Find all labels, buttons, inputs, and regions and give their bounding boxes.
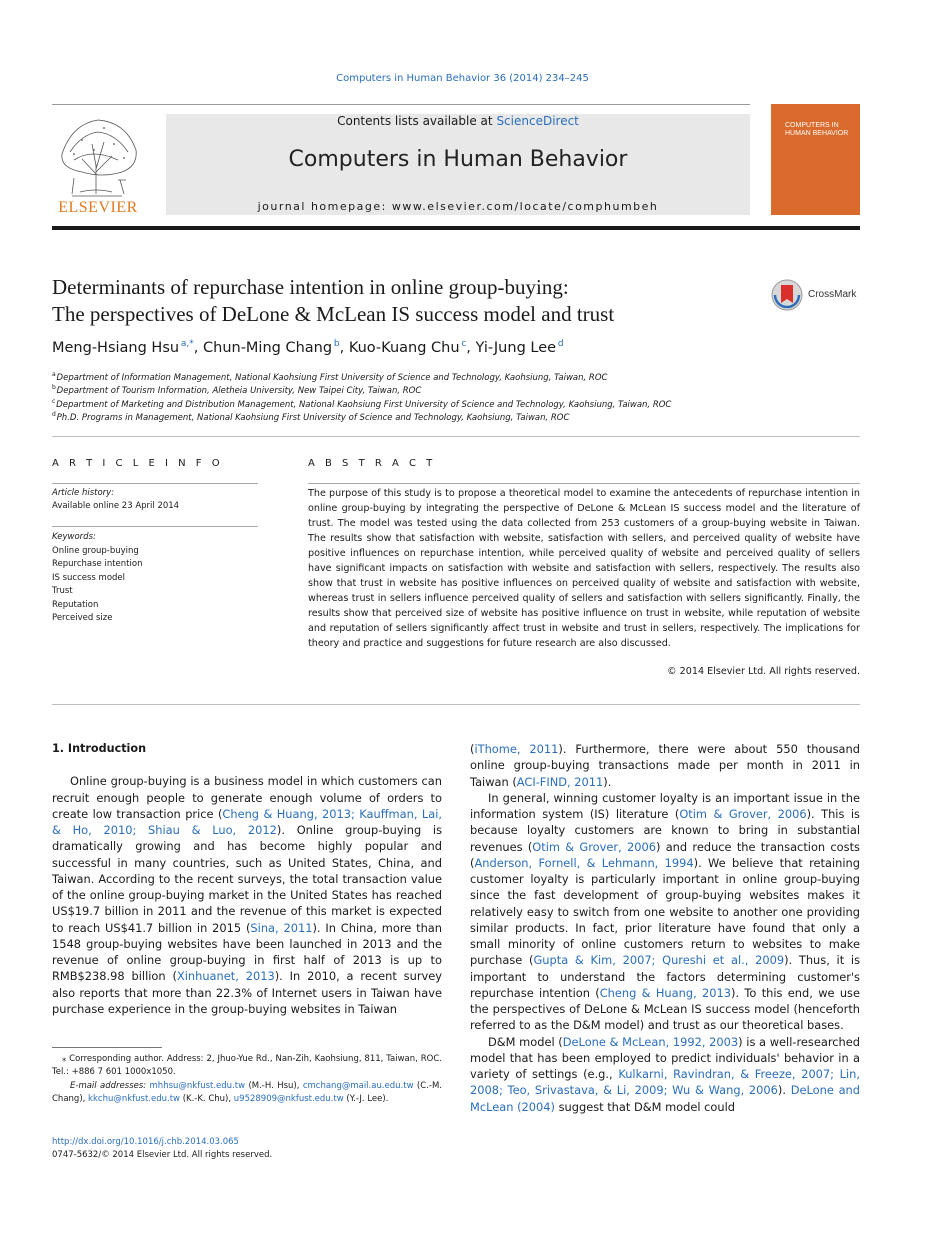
crossmark-icon[interactable] bbox=[771, 279, 805, 311]
intro-paragraph-1-continued bbox=[470, 741, 860, 790]
keywords-list bbox=[52, 545, 142, 625]
intro-paragraph-3 bbox=[470, 1034, 860, 1115]
journal-reference-link[interactable]: Computers in Human Behavior 36 (2014) 234–245 bbox=[336, 73, 589, 84]
author-separator: , bbox=[193, 339, 203, 356]
paragraph-text: ). To this end, we use the perspectives of DeLone & McLean IS success model (henceforth referred to as the D&M model) and trust as our theoretical bases. bbox=[470, 985, 860, 1033]
email-addresses bbox=[52, 1080, 442, 1107]
keyword-item: IS success model bbox=[52, 572, 126, 583]
paragraph-text: In general, winning customer loyalty is an important issue in the information system (IS) literature ( bbox=[470, 790, 860, 821]
author-list bbox=[52, 339, 564, 356]
paragraph-text: D&M model ( bbox=[488, 1034, 563, 1049]
body-left-column bbox=[52, 741, 442, 1017]
email-owner: (Y.-J. Lee). bbox=[343, 1094, 389, 1105]
citation-link[interactable]: DeLone & McLean, 1992, 2003 bbox=[562, 1034, 739, 1049]
citation-link[interactable]: iThome, 2011 bbox=[474, 742, 559, 756]
citation-link[interactable]: Otim & Grover, 2006 bbox=[679, 807, 807, 821]
citation-link[interactable]: Xinhuanet, 2013 bbox=[176, 969, 275, 984]
paragraph-text: ) and reduce the transaction costs ( bbox=[470, 839, 860, 870]
title-rule bbox=[52, 436, 860, 437]
article-history-label: Article history: bbox=[52, 488, 115, 498]
abstract-copyright: © 2014 Elsevier Ltd. All rights reserved. bbox=[666, 666, 860, 677]
intro-paragraph-2 bbox=[470, 790, 860, 1034]
crossmark-label[interactable]: CrossMark bbox=[808, 289, 857, 300]
email-link[interactable]: mhhsu@nkfust.edu.tw bbox=[149, 1080, 246, 1091]
citation-link[interactable]: Sina, 2011 bbox=[250, 920, 313, 935]
article-history-value: Available online 23 April 2014 bbox=[52, 501, 180, 511]
keyword-item: Repurchase intention bbox=[52, 559, 143, 570]
cover-title-line2: HUMAN BEHAVIOR bbox=[785, 130, 849, 137]
paragraph-text: ). In China, more than 1548 group-buying websites have been launched in 2013 and the revenue of online group-buying in first half of 2013 is up to RMB$238.98 billion ( bbox=[52, 920, 442, 984]
footnote-rule bbox=[52, 1047, 162, 1048]
email-owner: (C.-M. Chang), bbox=[52, 1080, 442, 1105]
paper-title-line1: Determinants of repurchase intention in online group-buying: bbox=[52, 275, 569, 299]
contents-line bbox=[166, 114, 750, 128]
journal-cover-thumbnail[interactable] bbox=[771, 104, 860, 215]
email-link[interactable]: cmchang@mail.au.edu.tw bbox=[302, 1080, 414, 1091]
paragraph-text: ( bbox=[470, 742, 475, 756]
abstract-bottom-rule bbox=[52, 704, 860, 705]
email-owner: (K.-K. Chu), bbox=[180, 1094, 234, 1105]
abstract-heading: A B S T R A C T bbox=[308, 458, 436, 469]
keywords-label: Keywords: bbox=[52, 532, 96, 542]
journal-title: Computers in Human Behavior bbox=[288, 147, 628, 172]
paragraph-text: ). Online group-buying is dramatically growing and has become highly popular and successful in many countries, such as United States, China, and Taiwan. According to the recent surveys, the total transaction value of the online group-buying market in the United States has reached US$19.7 billion in 2011 and the revenue of this market is expected to reach US$41.7 billion in 2015 ( bbox=[52, 823, 443, 935]
paragraph-text: suggest that D&M model could bbox=[554, 1099, 736, 1114]
author-separator: , bbox=[466, 339, 476, 356]
issn-line: 0747-5632/© 2014 Elsevier Ltd. All rights reserved. bbox=[52, 1150, 273, 1160]
doi-link[interactable]: http://dx.doi.org/10.1016/j.chb.2014.03.065 bbox=[52, 1137, 239, 1147]
author-name[interactable]: Meng-Hsiang Hsu bbox=[52, 339, 180, 356]
citation-link[interactable]: Otim & Grover, 2006 bbox=[532, 839, 656, 854]
paragraph-text: ) is a well-researched model that has been employed to predict individuals' behavior in a variety of settings (e.g., bbox=[470, 1034, 860, 1081]
abstract-rule bbox=[308, 483, 860, 484]
paragraph-text: ). Furthermore, there were about 550 thousand online group-buying transactions made per month in 2011 in Taiwan ( bbox=[470, 742, 860, 789]
author-affiliation-mark[interactable]: b bbox=[332, 339, 340, 349]
section-heading: 1. Introduction bbox=[52, 742, 147, 755]
header-top-rule bbox=[52, 104, 750, 105]
email-owner: (M.-H. Hsu), bbox=[245, 1080, 303, 1091]
author-affiliation-mark[interactable]: a,* bbox=[179, 339, 194, 349]
paragraph-text: ). We believe that retaining customer loyalty is particularly important in online group-buying since the fast development of group-buying websites makes it relatively easy to switch from one website to another one providing similar products. In fact, prior literature have found that only a small minority of online customers return to websites to make purchase ( bbox=[470, 855, 860, 968]
affiliation-d: $^d$ Ph.D. Programs in Management, National Kaohsiung First University of Science and Technology, Kaohsiung, Taiwan, ROC bbox=[52, 411, 570, 423]
keyword-item: Online group-buying bbox=[52, 546, 139, 556]
author-name[interactable]: Chun-Ming Chang bbox=[203, 339, 333, 356]
article-info-heading: A R T I C L E I N F O bbox=[52, 458, 224, 469]
keyword-item: Trust bbox=[52, 586, 73, 597]
keyword-item: Reputation bbox=[52, 599, 99, 610]
citation-link[interactable]: Cheng & Huang, 2013 bbox=[599, 985, 731, 1000]
intro-paragraph-1 bbox=[52, 773, 442, 1017]
cover-title-line1: COMPUTERS IN bbox=[785, 122, 839, 129]
abstract-text: The purpose of this study is to propose a theoretical model to examine the antecedents of repurchase intention in online group-buying by integrating the perspective of DeLone & McLean IS success model and the literature of trust. The model was tested using the data collected from 253 customers of a group-buying website in Taiwan. The results show that satisfaction with website, satisfaction with sellers, and perceived quality of website have positive influences on repurchase intention, while perceived quality of website and perceived quality of sellers have significant impacts on satisfaction with website and satisfaction with sellers, respectively. The results also show that trust in website has positive influences on perceived quality of website and satisfaction with website, whereas trust in sellers influence perceived quality of sellers and satisfaction with sellers significantly. Finally, the results show that perceived size of website has positive influence on trust in website, while reputation of website and reputation of sellers significantly affect trust in website and trust in sellers, respectively. The implications for theory and practice and suggestions for future research are also discussed. bbox=[308, 488, 860, 649]
author-separator: , bbox=[339, 339, 349, 356]
affiliation-b: $^b$ Department of Tourism Information, Aletheia University, New Taipei City, Taiwan, ROC bbox=[52, 384, 422, 396]
author-affiliation-mark[interactable]: d bbox=[556, 339, 564, 349]
keywords-rule bbox=[52, 526, 258, 527]
author-name[interactable]: Kuo-Kuang Chu bbox=[348, 339, 460, 356]
author-name[interactable]: Yi-Jung Lee bbox=[475, 339, 557, 356]
paper-title-line2: The perspectives of DeLone & McLean IS success model and trust bbox=[52, 302, 615, 326]
citation-link[interactable]: DeLone and McLean (2004) bbox=[470, 1083, 860, 1114]
citation-link[interactable]: Gupta & Kim, 2007; Qureshi et al., 2009 bbox=[533, 953, 785, 968]
email-link[interactable]: kkchu@nkfust.edu.tw bbox=[88, 1094, 180, 1105]
body-right-column bbox=[470, 741, 860, 1115]
affiliation-c: $^c$ Department of Marketing and Distribution Management, National Kaohsiung First University of Science and Technology, Kaohsiung, Taiwan, ROC bbox=[52, 398, 672, 410]
paragraph-text: ). bbox=[603, 774, 612, 789]
paragraph-text: ). bbox=[777, 1083, 791, 1098]
affiliation-a: $^a$ Department of Information Management, National Kaohsiung First University of Science and Technology, Kaohsiung, Taiwan, ROC bbox=[52, 371, 608, 383]
citation-link[interactable]: Cheng & Huang, 2013; Kauffman, Lai, & Ho, 2010; Shiau & Luo, 2012 bbox=[52, 806, 442, 837]
journal-homepage[interactable]: journal homepage: www.elsevier.com/locate/comphumbeh bbox=[257, 200, 659, 213]
citation-link[interactable]: Kulkarni, Ravindran, & Freeze, 2007; Lin, 2008; Teo, Srivastava, & Li, 2009; Wu & Wang, 2006 bbox=[470, 1067, 861, 1098]
citation-link[interactable]: ACI-FIND, 2011 bbox=[516, 774, 604, 789]
contents-prefix: Contents lists available at bbox=[337, 114, 497, 128]
keyword-item: Perceived size bbox=[52, 613, 113, 624]
email-link[interactable]: u9528909@nkfust.edu.tw bbox=[233, 1094, 344, 1105]
sciencedirect-link[interactable]: ScienceDirect bbox=[496, 114, 579, 128]
elsevier-wordmark[interactable]: ELSEVIER bbox=[58, 199, 138, 216]
paragraph-text: ). In 2010, a recent survey also reports that more than 22.3% of Internet users in Taiwan have purchase experience in the group-buying websites in Taiwan bbox=[52, 969, 442, 1016]
header-thick-rule bbox=[52, 226, 860, 230]
email-label: E-mail addresses: bbox=[70, 1080, 150, 1091]
footnotes bbox=[52, 1053, 442, 1107]
paragraph-text: ). Thus, it is important to understand the factors determining customer's repurchase intention ( bbox=[470, 953, 861, 1000]
corresponding-author-note: ⁎ Corresponding author. Address: 2, Jhuo-Yue Rd., Nan-Zih, Kaohsiung, 811, Taiwan, ROC. Tel.: +886 7 601 1000x1050. bbox=[52, 1054, 442, 1078]
article-info-rule bbox=[52, 483, 258, 484]
author-affiliation-mark[interactable]: c bbox=[459, 339, 467, 349]
paragraph-text: Online group-buying is a business model in which customers can recruit enough people to generate enough volume of orders to create low transaction price ( bbox=[52, 774, 442, 821]
paragraph-text: ). This is because loyalty customers are known to bring in substantial revenues ( bbox=[470, 807, 860, 854]
citation-link[interactable]: Anderson, Fornell, & Lehmann, 1994 bbox=[474, 855, 694, 870]
paper-title bbox=[52, 274, 752, 328]
